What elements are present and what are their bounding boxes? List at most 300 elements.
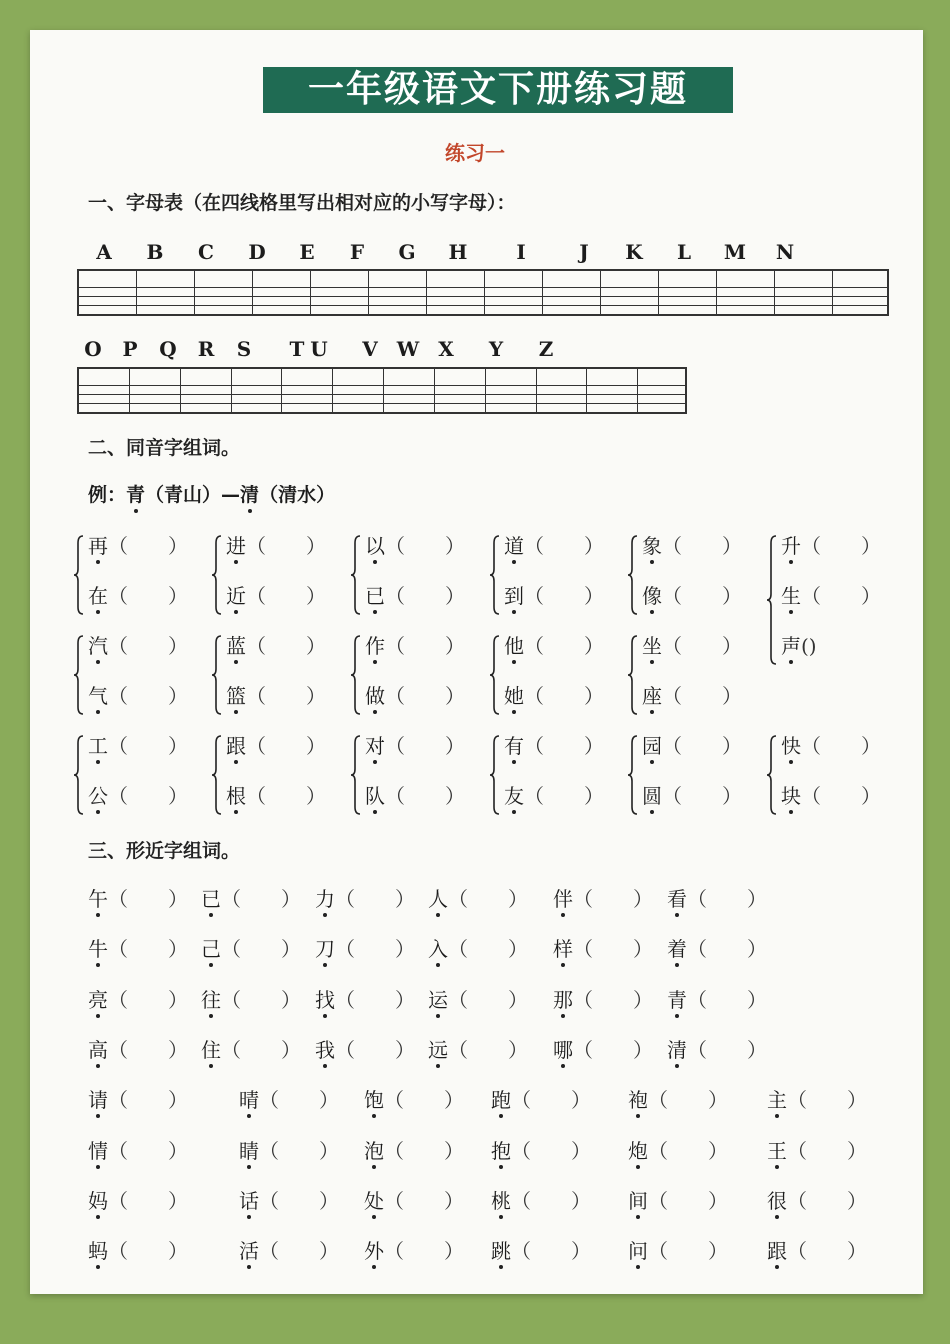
letter-label: R xyxy=(197,337,215,361)
answer-blank[interactable]: （ ） xyxy=(787,1188,867,1213)
answer-blank[interactable]: （ ） xyxy=(662,634,742,658)
similar-char-item xyxy=(628,1087,728,1113)
similar-char: 请 xyxy=(88,1088,108,1113)
grid-line xyxy=(79,305,887,306)
letter-label: X xyxy=(438,337,454,361)
homophone-item xyxy=(504,783,604,809)
homophone-item xyxy=(642,633,742,659)
grid-divider xyxy=(194,271,195,314)
similar-char: 跑 xyxy=(491,1088,511,1113)
homophone-item xyxy=(88,633,188,659)
homophone-item xyxy=(781,583,881,609)
homophone-char: 他 xyxy=(504,634,524,658)
similar-char-item xyxy=(491,1087,591,1113)
similar-char-item xyxy=(364,1087,464,1113)
similar-char-item xyxy=(553,936,653,962)
answer-blank[interactable]: （ ） xyxy=(335,987,415,1012)
similar-char-item xyxy=(239,1087,339,1113)
letter-label: S xyxy=(236,337,252,361)
similar-char: 远 xyxy=(428,1037,448,1062)
answer-blank[interactable]: （ ） xyxy=(801,734,881,758)
answer-blank[interactable]: （ ） xyxy=(108,1138,188,1163)
grid-divider xyxy=(310,271,311,314)
homophone-char: 公 xyxy=(88,784,108,808)
similar-char-item xyxy=(667,936,767,962)
answer-blank[interactable]: （ ） xyxy=(246,634,326,658)
homophone-char: 像 xyxy=(642,584,662,608)
similar-char: 王 xyxy=(767,1138,787,1163)
similar-char-item xyxy=(491,1138,591,1164)
grid-divider xyxy=(136,271,137,314)
answer-blank[interactable]: （ ） xyxy=(648,1138,728,1163)
curly-brace xyxy=(767,535,777,665)
similar-char: 哪 xyxy=(553,1037,573,1062)
homophone-char: 园 xyxy=(642,734,662,758)
answer-blank[interactable]: （ ） xyxy=(259,1188,339,1213)
answer-blank[interactable]: （ ） xyxy=(108,584,188,608)
answer-blank[interactable]: （ ） xyxy=(108,1088,188,1113)
example-char: 青 xyxy=(126,484,146,506)
similar-char-item xyxy=(491,1238,591,1264)
similar-char-item xyxy=(88,1238,188,1264)
curly-brace xyxy=(351,635,361,715)
homophone-item xyxy=(781,533,881,559)
letter-label: T xyxy=(289,337,305,361)
grid-line xyxy=(79,385,685,386)
homophone-char: 块 xyxy=(781,784,801,808)
answer-blank[interactable]: （ ） xyxy=(108,1037,188,1062)
grid-line xyxy=(79,394,685,395)
example-char: 清 xyxy=(240,484,260,506)
grid-divider xyxy=(231,369,232,412)
homophone-char: 气 xyxy=(88,684,108,708)
answer-blank[interactable]: （ ） xyxy=(448,1037,528,1062)
grid-divider xyxy=(637,369,638,412)
grid-divider xyxy=(658,271,659,314)
section-2-heading: 二、同音字组词。 xyxy=(88,437,241,459)
answer-blank[interactable]: （ ） xyxy=(524,534,604,558)
answer-blank[interactable]: （ ） xyxy=(687,937,767,962)
answer-blank[interactable]: （ ） xyxy=(524,684,604,708)
letter-label: Q xyxy=(159,337,177,361)
answer-blank[interactable]: （ ） xyxy=(511,1188,591,1213)
letter-label: C xyxy=(198,240,214,264)
similar-char: 已 xyxy=(201,887,221,911)
similar-char-item xyxy=(767,1188,867,1214)
similar-char: 人 xyxy=(428,887,448,911)
similar-char-item xyxy=(315,1037,415,1063)
answer-blank[interactable]: （ ） xyxy=(221,937,301,962)
curly-brace xyxy=(74,635,84,715)
homophone-char: 作 xyxy=(365,634,385,658)
answer-blank[interactable]: （ ） xyxy=(246,534,326,558)
letter-label: V xyxy=(362,337,378,361)
homophone-char: 篮 xyxy=(226,684,246,708)
answer-blank[interactable]: （ ） xyxy=(787,1138,867,1163)
grid-line xyxy=(79,287,887,288)
answer-blank[interactable]: （ ） xyxy=(573,1037,653,1062)
homophone-char: 声 xyxy=(781,634,801,658)
homophone-item xyxy=(642,533,742,559)
similar-char-item xyxy=(88,1188,188,1214)
curly-brace xyxy=(628,535,638,615)
homophone-char: 再 xyxy=(88,534,108,558)
letter-label: H xyxy=(448,240,468,264)
similar-char: 午 xyxy=(88,887,108,911)
answer-blank[interactable]: （ ） xyxy=(108,634,188,658)
similar-char-item xyxy=(239,1238,339,1264)
similar-char-item xyxy=(315,886,415,912)
answer-blank[interactable]: （ ） xyxy=(108,1188,188,1213)
answer-blank[interactable]: （ ） xyxy=(385,684,465,708)
homophone-char: 汽 xyxy=(88,634,108,658)
homophone-item xyxy=(504,533,604,559)
letter-label: E xyxy=(299,240,315,264)
similar-char-item xyxy=(88,1087,188,1113)
homophone-item xyxy=(781,783,881,809)
homophone-item xyxy=(365,683,465,709)
answer-blank[interactable]: （ ） xyxy=(246,784,326,808)
homophone-item xyxy=(781,733,881,759)
curly-brace xyxy=(490,735,500,815)
answer-blank[interactable]: （ ） xyxy=(687,887,767,911)
similar-char: 桃 xyxy=(491,1188,511,1213)
similar-char-item xyxy=(88,987,188,1013)
answer-blank[interactable]: （ ） xyxy=(662,584,742,608)
answer-blank[interactable]: （ ） xyxy=(648,1088,728,1113)
answer-blank[interactable]: （ ） xyxy=(511,1138,591,1163)
grid-divider xyxy=(129,369,130,412)
similar-char: 晴 xyxy=(239,1088,259,1113)
letter-label: K xyxy=(625,240,643,264)
answer-blank[interactable]: （ ） xyxy=(448,937,528,962)
answer-blank[interactable]: （ ） xyxy=(801,534,881,558)
similar-char-item xyxy=(428,886,528,912)
similar-char-item xyxy=(239,1138,339,1164)
similar-char-item xyxy=(201,936,301,962)
similar-char: 着 xyxy=(667,937,687,962)
similar-char-item xyxy=(767,1138,867,1164)
homophone-char: 她 xyxy=(504,684,524,708)
similar-char-item xyxy=(201,987,301,1013)
similar-char-item xyxy=(628,1188,728,1214)
similar-char: 高 xyxy=(88,1037,108,1062)
answer-blank[interactable]: （ ） xyxy=(662,684,742,708)
homophone-char: 快 xyxy=(781,734,801,758)
similar-char: 看 xyxy=(667,887,687,911)
homophone-item xyxy=(365,783,465,809)
homophone-char: 象 xyxy=(642,534,662,558)
similar-char: 青 xyxy=(667,987,687,1012)
homophone-item xyxy=(88,733,188,759)
similar-char-item xyxy=(667,886,767,912)
curly-brace xyxy=(351,535,361,615)
similar-char-item xyxy=(364,1238,464,1264)
answer-blank[interactable]: （ ） xyxy=(511,1239,591,1264)
homophone-item xyxy=(504,633,604,659)
grid-divider xyxy=(542,271,543,314)
homophone-char: 工 xyxy=(88,734,108,758)
grid-divider xyxy=(485,369,486,412)
homophone-char: 生 xyxy=(781,584,801,608)
answer-blank[interactable]: （ ） xyxy=(524,734,604,758)
four-line-writing-grid[interactable] xyxy=(77,367,687,414)
letter-label: Z xyxy=(538,337,554,361)
homophone-char: 升 xyxy=(781,534,801,558)
answer-blank[interactable]: （ ） xyxy=(801,584,881,608)
similar-char: 我 xyxy=(315,1037,335,1062)
homophone-char: 有 xyxy=(504,734,524,758)
similar-char-item xyxy=(767,1087,867,1113)
similar-char-item xyxy=(88,886,188,912)
similar-char: 运 xyxy=(428,987,448,1012)
similar-char-item xyxy=(364,1138,464,1164)
grid-line xyxy=(79,296,887,297)
answer-blank[interactable]: （ ） xyxy=(221,1037,301,1062)
similar-char-item xyxy=(553,1037,653,1063)
homophone-char: 蓝 xyxy=(226,634,246,658)
similar-char: 样 xyxy=(553,937,573,962)
letter-label: D xyxy=(248,240,266,264)
letter-label: F xyxy=(349,240,365,264)
homophone-char: 圆 xyxy=(642,784,662,808)
similar-char-item xyxy=(428,987,528,1013)
homophone-item xyxy=(365,583,465,609)
homophone-item xyxy=(642,783,742,809)
grid-divider xyxy=(774,271,775,314)
homophone-item xyxy=(504,583,604,609)
homophone-char: 近 xyxy=(226,584,246,608)
similar-char-item xyxy=(201,1037,301,1063)
letter-label: W xyxy=(396,337,420,361)
answer-blank[interactable]: （ ） xyxy=(801,784,881,808)
curly-brace xyxy=(490,535,500,615)
similar-char-item xyxy=(88,936,188,962)
example-line xyxy=(88,482,335,508)
similar-char: 活 xyxy=(239,1239,259,1264)
answer-blank[interactable]: （ ） xyxy=(687,987,767,1012)
answer-blank[interactable]: （ ） xyxy=(259,1239,339,1264)
similar-char-item xyxy=(201,886,301,912)
grid-divider xyxy=(484,271,485,314)
letter-label: G xyxy=(398,240,416,264)
letter-label: J xyxy=(579,240,589,264)
similar-char-item xyxy=(239,1188,339,1214)
answer-blank[interactable]: （ ） xyxy=(573,887,653,911)
similar-char-item xyxy=(428,1037,528,1063)
page-title: 一年级语文下册练习题 xyxy=(263,67,733,113)
letter-label: Y xyxy=(488,337,504,361)
answer-blank[interactable]: （ ） xyxy=(385,634,465,658)
homophone-item xyxy=(226,783,326,809)
curly-brace xyxy=(74,735,84,815)
grid-divider xyxy=(252,271,253,314)
letter-label: I xyxy=(516,240,526,264)
answer-blank[interactable]: （ ） xyxy=(384,1239,464,1264)
homophone-char: 队 xyxy=(365,784,385,808)
answer-blank[interactable]: （ ） xyxy=(385,734,465,758)
similar-char: 主 xyxy=(767,1088,787,1113)
homophone-item xyxy=(365,733,465,759)
similar-char: 牛 xyxy=(88,937,108,962)
similar-char: 清 xyxy=(667,1037,687,1062)
similar-char: 跳 xyxy=(491,1239,511,1264)
similar-char: 外 xyxy=(364,1239,384,1264)
answer-blank[interactable]: （ ） xyxy=(221,887,301,911)
answer-blank[interactable]: （ ） xyxy=(108,734,188,758)
homophone-item xyxy=(504,683,604,709)
similar-char: 亮 xyxy=(88,987,108,1012)
similar-char: 刀 xyxy=(315,937,335,962)
curly-brace xyxy=(212,635,222,715)
homophone-item xyxy=(88,583,188,609)
answer-blank[interactable]: （ ） xyxy=(108,937,188,962)
answer-blank[interactable]: （ ） xyxy=(662,734,742,758)
four-line-writing-grid[interactable] xyxy=(77,269,889,316)
answer-blank[interactable]: （ ） xyxy=(648,1188,728,1213)
letter-label: N xyxy=(775,240,795,264)
homophone-item xyxy=(226,583,326,609)
grid-divider xyxy=(832,271,833,314)
answer-blank[interactable]: （ ） xyxy=(259,1088,339,1113)
answer-blank[interactable]: （ ） xyxy=(448,887,528,911)
answer-blank[interactable]: （ ） xyxy=(511,1088,591,1113)
similar-char: 伴 xyxy=(553,887,573,911)
homophone-item xyxy=(226,533,326,559)
answer-blank[interactable]: （ ） xyxy=(384,1088,464,1113)
homophone-char: 跟 xyxy=(226,734,246,758)
homophone-char: 对 xyxy=(365,734,385,758)
similar-char-item xyxy=(553,886,653,912)
homophone-char: 道 xyxy=(504,534,524,558)
similar-char-item xyxy=(628,1238,728,1264)
similar-char: 炮 xyxy=(628,1138,648,1163)
grid-divider xyxy=(716,271,717,314)
answer-blank[interactable]: （ ） xyxy=(524,784,604,808)
similar-char-item xyxy=(491,1188,591,1214)
answer-blank[interactable]: （ ） xyxy=(448,987,528,1012)
letter-label: U xyxy=(310,337,328,361)
similar-char-item xyxy=(667,1037,767,1063)
answer-blank[interactable]: （ ） xyxy=(335,937,415,962)
letter-label: A xyxy=(96,240,112,264)
answer-blank[interactable]: （ ） xyxy=(246,684,326,708)
answer-blank[interactable]: （ ） xyxy=(524,584,604,608)
curly-brace xyxy=(74,535,84,615)
grid-divider xyxy=(368,271,369,314)
similar-char: 处 xyxy=(364,1188,384,1213)
section-3-heading: 三、形近字组词。 xyxy=(88,840,241,862)
homophone-char: 坐 xyxy=(642,634,662,658)
similar-char: 抱 xyxy=(491,1138,511,1163)
answer-blank[interactable]: （ ） xyxy=(662,534,742,558)
homophone-item xyxy=(365,633,465,659)
answer-blank[interactable]: （ ） xyxy=(384,1188,464,1213)
curly-brace xyxy=(212,535,222,615)
grid-divider xyxy=(586,369,587,412)
answer-blank[interactable]: （ ） xyxy=(108,784,188,808)
similar-char: 饱 xyxy=(364,1088,384,1113)
letter-label: O xyxy=(84,337,102,361)
homophone-item xyxy=(642,583,742,609)
similar-char: 问 xyxy=(628,1239,648,1264)
similar-char: 往 xyxy=(201,987,221,1012)
example-word: （清水） xyxy=(259,484,336,506)
answer-blank[interactable]: （ ） xyxy=(687,1037,767,1062)
answer-blank[interactable]: （ ） xyxy=(662,784,742,808)
answer-blank[interactable]: （ ） xyxy=(385,784,465,808)
similar-char: 间 xyxy=(628,1188,648,1213)
answer-blank[interactable]: （ ） xyxy=(335,1037,415,1062)
answer-blank[interactable]: （ ） xyxy=(246,734,326,758)
answer-blank[interactable]: （ ） xyxy=(385,534,465,558)
similar-char: 那 xyxy=(553,987,573,1012)
similar-char: 入 xyxy=(428,937,448,962)
curly-brace xyxy=(628,735,638,815)
homophone-item xyxy=(88,783,188,809)
grid-divider xyxy=(426,271,427,314)
answer-blank[interactable]: （ ） xyxy=(108,534,188,558)
answer-blank[interactable]: （ ） xyxy=(108,887,188,911)
similar-char: 袍 xyxy=(628,1088,648,1113)
answer-blank[interactable]: （ ） xyxy=(221,987,301,1012)
grid-line xyxy=(79,403,685,404)
similar-char-item xyxy=(667,987,767,1013)
answer-blank[interactable]: （ ） xyxy=(246,584,326,608)
similar-char: 泡 xyxy=(364,1138,384,1163)
answer-blank[interactable]: （ ） xyxy=(108,684,188,708)
answer-blank[interactable]: （ ） xyxy=(573,937,653,962)
answer-blank[interactable]: （ ） xyxy=(573,987,653,1012)
homophone-item xyxy=(365,533,465,559)
grid-divider xyxy=(434,369,435,412)
similar-char: 妈 xyxy=(88,1188,108,1213)
similar-char: 住 xyxy=(201,1037,221,1062)
answer-blank[interactable]: （ ） xyxy=(524,634,604,658)
answer-blank[interactable]: （ ） xyxy=(335,887,415,911)
similar-char: 己 xyxy=(201,937,221,962)
homophone-item xyxy=(781,633,817,659)
section-1-heading: 一、字母表（在四线格里写出相对应的小写字母）： xyxy=(88,192,516,214)
letter-label: B xyxy=(146,240,164,264)
answer-blank[interactable]: （ ） xyxy=(108,1239,188,1264)
homophone-char: 做 xyxy=(365,684,385,708)
letter-label: P xyxy=(122,337,138,361)
answer-blank[interactable]: （ ） xyxy=(787,1239,867,1264)
homophone-char: 友 xyxy=(504,784,524,808)
curly-brace xyxy=(351,735,361,815)
answer-blank[interactable]: （ ） xyxy=(259,1138,339,1163)
answer-blank[interactable]: （ ） xyxy=(648,1239,728,1264)
similar-char: 睛 xyxy=(239,1138,259,1163)
homophone-char: 在 xyxy=(88,584,108,608)
curly-brace xyxy=(490,635,500,715)
similar-char-item xyxy=(767,1238,867,1264)
answer-blank[interactable]: （ ） xyxy=(787,1088,867,1113)
curly-brace xyxy=(212,735,222,815)
similar-char-item xyxy=(88,1037,188,1063)
answer-blank[interactable]: （ ） xyxy=(108,987,188,1012)
answer-blank[interactable]: （ ） xyxy=(385,584,465,608)
answer-blank[interactable]: () xyxy=(801,634,817,658)
homophone-item xyxy=(504,733,604,759)
example-word: （青山）— xyxy=(145,484,241,506)
answer-blank[interactable]: （ ） xyxy=(384,1138,464,1163)
homophone-char: 座 xyxy=(642,684,662,708)
similar-char-item xyxy=(364,1188,464,1214)
similar-char-item xyxy=(315,936,415,962)
homophone-item xyxy=(226,733,326,759)
